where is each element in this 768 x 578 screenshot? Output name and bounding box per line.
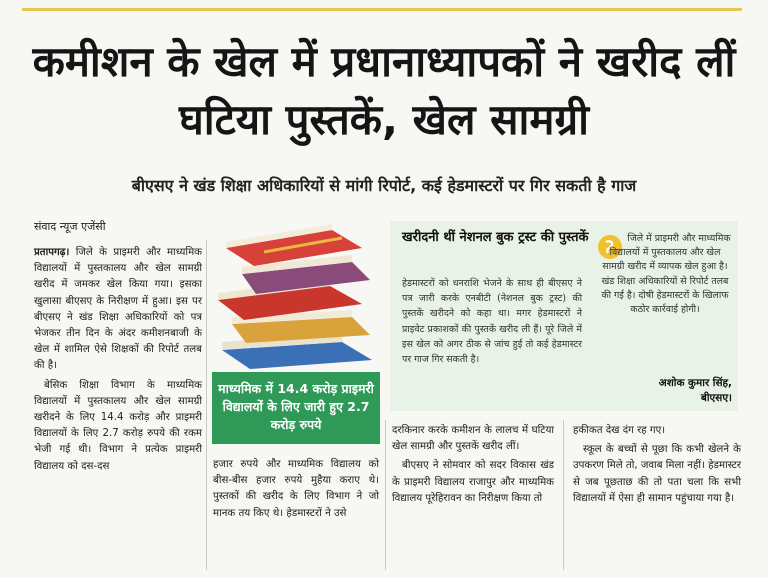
paragraph: स्कूल के बच्चों से पूछा कि कभी खेलने के उपकरण मिले तो, जवाब मिला नहीं। हेडमास्टर से जब पूछताछ की तो पता चला कि सभी विद्यालयों में ऐसा ही सामान पहुंचाया गया है। (573, 444, 741, 504)
quote-author-block (598, 376, 732, 406)
quote-text: जिले में प्राइमरी और माध्यमिक विद्यालयों में पुस्तकालय और खेल सामग्री खरीद में व्यापक खेल हुआ है। खंड शिक्षा अधिकारियों से रिपोर्ट तलब की गई है। दोषी हेडमास्टरों के खिलाफ कठोर कार्रवाई होगी। (601, 233, 731, 316)
article-column-1 (34, 245, 202, 478)
sidebar-title: खरीदनी थीं नेशनल बुक ट्रस्ट की पुस्तकें (402, 230, 589, 245)
article-column-4 (573, 423, 741, 510)
books-illustration (212, 222, 380, 372)
paragraph: हजार रुपये और माध्यमिक विद्यालय को बीस-बीस हजार रुपये मुहैया कराए थे। पुस्तकों की खरीद के लिए विभाग ने जो मानक तय किए थे। हेडमास्टरों ने उसे (213, 459, 379, 519)
dateline-place: प्रतापगढ़। (34, 247, 70, 258)
paragraph-text: जिले के प्राइमरी और माध्यमिक विद्यालयों में पुस्तकालय और खेल सामग्री खरीद में जमकर खेल किया गया। इसका खुलासा बीएसए के निरीक्षण में हुआ। इस पर बीएसए ने खंड शिक्षा अधिकारियों को पत्र भेजकर तीन दिन के अंदर कमीशनबाजी के खेल में शामिल ऐसे शिक्षकों की रिपोर्ट तलब की है। (34, 247, 202, 372)
paragraph: दरकिनार करके कमीशन के लालच में घटिया खेल सामग्री और पुस्तकें खरीद लीं। (392, 425, 554, 453)
article-column-2 (213, 457, 379, 525)
column-divider (385, 420, 386, 570)
top-rule (22, 8, 742, 11)
paragraph: हकीकत देख दंग रह गए। (573, 425, 666, 436)
paragraph: बीएसए ने सोमवार को सदर विकास खंड के प्राइमरी विद्यालय राजापुर और माध्यमिक विद्यालय पूरेहिरावन का निरीक्षण किया तो (392, 460, 554, 504)
highlight-box: माध्यमिक में 14.4 करोड़ प्राइमरी विद्यालयों के लिए जारी हुए 2.7 करोड़ रुपये (212, 372, 380, 444)
sidebar-text: हेडमास्टरों को धनराशि भेजने के साथ ही बीएसए ने पत्र जारी करके एनबीटी (नेशनल बुक ट्रस्ट) की पुस्तकें खरीदने को कहा था। मगर हेडमास्टरों ने प्राइवेट प्रकाशकों की पुस्तकें खरीद ली हैं। पूरे जिले में इस खेल को अगर ठीक से जांच हुई तो कई हेडमास्टर पर गाज गिर सकती है। (402, 278, 582, 366)
quote-role: बीएसए। (700, 392, 732, 404)
article-column-3 (392, 423, 554, 510)
headline: कमीशन के खेल में प्रधानाध्यापकों ने खरीद लीं घटिया पुस्तकें, खेल सामग्री (32, 37, 736, 144)
column-divider (206, 240, 207, 570)
subheadline: बीएसए ने खंड शिक्षा अधिकारियों से मांगी रिपोर्ट, कई हेडमास्टरों पर गिर सकती है गाज (131, 176, 637, 195)
paragraph: बेसिक शिक्षा विभाग के माध्यमिक विद्यालयों में पुस्तकालय और खेल सामग्री खरीदने के लिए 14.4 करोड़ और प्राइमरी विद्यालयों के लिए 2.7 करोड़ रुपये की रकम भेजी गई थी। विभाग ने प्रत्येक प्राइमरी विद्यालय को दस-दस (34, 379, 202, 472)
paragraph (34, 245, 202, 375)
column-divider (563, 420, 564, 570)
agency-byline: संवाद न्यूज एजेंसी (34, 220, 106, 233)
quote-author: अशोक कुमार सिंह, (658, 377, 732, 389)
